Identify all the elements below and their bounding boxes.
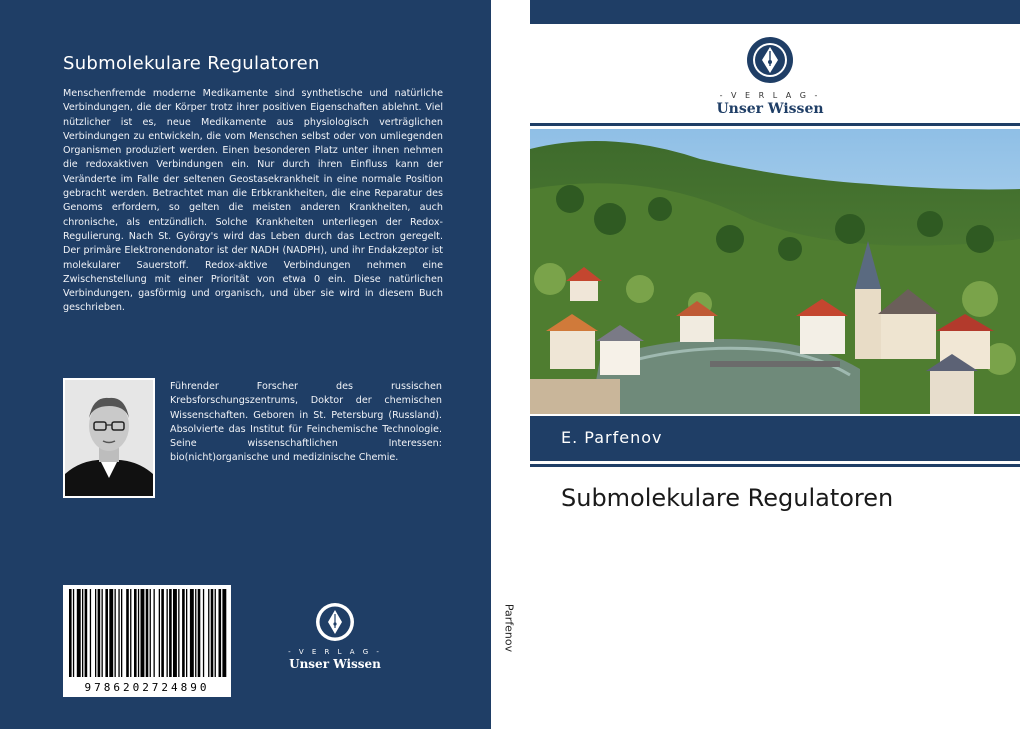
barcode-bar: [134, 589, 137, 677]
author-biography: Führender Forscher des russischen Krebsforschungszentrums, Doktor der chemischen Wissenschaften. Geboren in St. Petersburg (Russland). Absolvierte das Institut für Feinchemische Technologie. Seine wissenschaftlichen Interessen: bio(nicht)organische und medizinische Chemie.: [170, 381, 442, 464]
barcode-bars: [63, 585, 231, 681]
barcode-bar: [115, 589, 116, 677]
barcode-bar: [105, 589, 108, 677]
barcode-bar: [121, 589, 122, 677]
cover-landscape-picture: [530, 129, 1020, 414]
back-publisher-logo: [285, 602, 385, 671]
barcode-bar: [215, 589, 216, 677]
barcode-bar: [173, 589, 177, 677]
top-band: [530, 0, 1020, 24]
barcode-bar: [182, 589, 185, 677]
barcode-bar: [90, 589, 91, 677]
logo-publisher-name: Unser Wissen: [716, 101, 824, 117]
logo-publisher-name: Unser Wissen: [289, 657, 381, 671]
barcode-bar: [98, 589, 101, 677]
barcode-bar: [203, 589, 204, 677]
picture-divider-top: [530, 123, 1020, 126]
barcode-bar: [178, 589, 179, 677]
front-publisher-logo: [712, 36, 828, 117]
barcode-bar: [169, 589, 172, 677]
barcode-bar: [186, 589, 187, 677]
barcode-bar: [126, 589, 129, 677]
barcode-bar: [167, 589, 168, 677]
barcode-bar: [154, 589, 155, 677]
isbn-digits: 9786202724890: [84, 681, 210, 694]
barcode-bar: [95, 589, 96, 677]
barcode-bar: [138, 589, 139, 677]
author-divider: [530, 464, 1020, 467]
front-cover: [530, 0, 1020, 729]
barcode-bar: [109, 589, 113, 677]
spine-author: Parfenov: [502, 603, 516, 653]
barcode-bar: [211, 589, 214, 677]
author-portrait-icon: [63, 378, 155, 498]
barcode-bar: [85, 589, 88, 677]
barcode-bar: [77, 589, 81, 677]
barcode-bar: [102, 589, 103, 677]
barcode-bar: [222, 589, 226, 677]
back-cover: [0, 0, 491, 729]
town-landscape-illustration: [530, 129, 1020, 414]
barcode-bar: [195, 589, 196, 677]
barcode-bar: [208, 589, 209, 677]
logo-verlag-text: - V E R L A G -: [719, 91, 821, 100]
barcode-bar: [161, 589, 164, 677]
barcode-bar: [150, 589, 151, 677]
logo-verlag-text: - V E R L A G -: [288, 648, 382, 656]
front-cover-title: Submolekulare Regulatoren: [561, 484, 894, 512]
pen-nib-seal-icon: [315, 602, 355, 642]
barcode-bar: [130, 589, 131, 677]
barcode-bar: [141, 589, 145, 677]
barcode-bar: [219, 589, 222, 677]
barcode-bar: [118, 589, 119, 677]
barcode-bar: [198, 589, 201, 677]
book-description: Menschenfremde moderne Medikamente sind synthetische und natürliche Verbindungen, die der Körper trotz ihrer positiven Eigenschaften ablehnt. Viel nützlicher ist es, neue Medikamente aus physiologisch verträglichen Verbindungen zu entwickeln, die vom Menschen selbst oder von umliegenden Organismen produziert werden. Einen besonderen Platz unter ihnen nehmen die redoxaktiven Verbindungen ein. Nur durch ihren Einfluss kann der Veränderte im Falle der seltenen Geostasekrankheit in eine normale Position gebracht werden. Betrachtet man die Erbkrankheiten, die eine Reparatur des Genoms erfordern, so gelten die meisten anderen Krankheiten, auch chronische, als entzündlich. Solche Krankheiten unterliegen der Redox-Regulierung. Nach St. György's wird das Leben durch das Lectron geregelt. Der primäre Elektronendonator ist der NADH (NADPH), und ihr Endakzeptor ist molekularer Sauerstoff. Redox-aktive Verbindungen nehmen eine Zwischenstellung mit einer Priorität von etwa 0 ein. Diese natürlichen Verbindungen, gasförmig und organisch, und über sie wird in diesem Buch geschrieben.: [63, 88, 443, 314]
pen-nib-seal-icon: [746, 36, 794, 84]
barcode-bar: [69, 589, 72, 677]
front-author: E. Parfenov: [561, 428, 663, 447]
author-photo: [63, 378, 155, 498]
barcode-bar: [73, 589, 74, 677]
author-band: [530, 416, 1020, 461]
barcode-bar: [159, 589, 160, 677]
barcode-bar: [82, 589, 83, 677]
barcode-bar: [146, 589, 149, 677]
back-cover-title: Submolekulare Regulatoren: [63, 53, 320, 74]
isbn-barcode: [63, 585, 231, 697]
barcode-bar: [190, 589, 194, 677]
